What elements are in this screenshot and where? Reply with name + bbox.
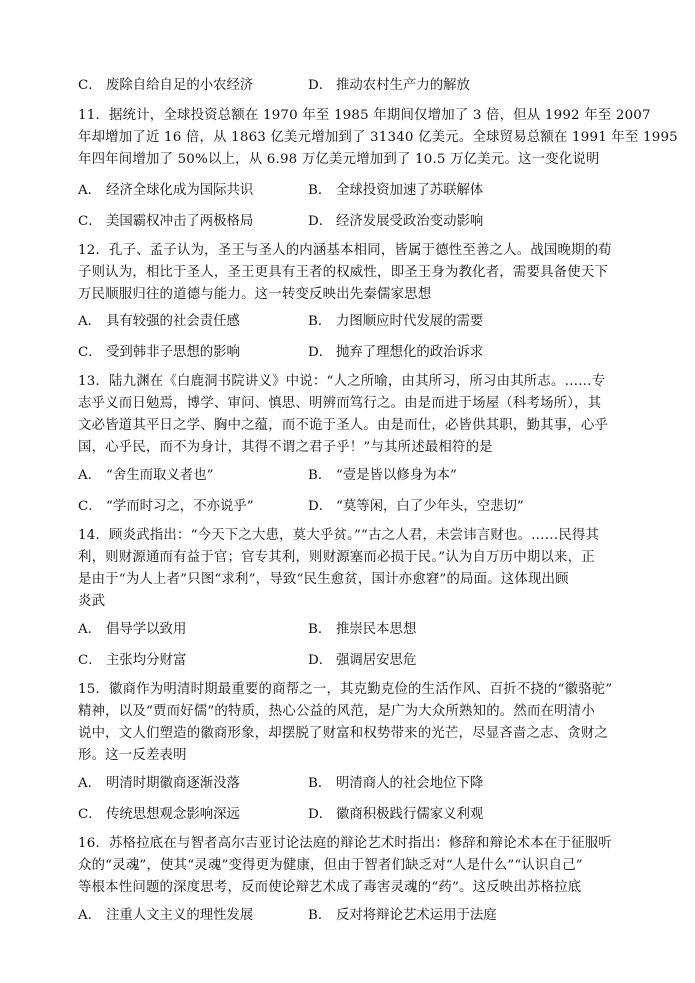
q14-option-c[interactable] (78, 651, 186, 671)
option-text: 经济全球化成为国际共识 (106, 183, 254, 198)
option-letter: C． (78, 345, 102, 360)
q15-stem-line-4: 形。这一反差表明 (78, 748, 187, 763)
option-letter: D． (308, 345, 333, 360)
q13-option-a[interactable] (78, 466, 213, 486)
option-text: 强调居安思危 (336, 653, 417, 668)
option-text: “莫等闲，白了少年头，空悲切” (336, 499, 524, 514)
q12-stem-line-2: 子则认为，相比于圣人，圣王更具有王者的权威性，即圣王身为教化者，需要具备使天下 (78, 265, 609, 280)
option-text: 力图顺应时代发展的需要 (336, 314, 484, 329)
option-text: 废除自给自足的小农经济 (106, 78, 254, 93)
q14-option-a[interactable] (78, 620, 186, 640)
q10-option-d[interactable] (308, 76, 470, 96)
q11-option-c[interactable] (78, 212, 253, 232)
q10-option-c[interactable] (78, 76, 253, 96)
option-letter: A． (78, 776, 102, 791)
option-letter: C． (78, 807, 102, 822)
q15-option-c[interactable] (78, 805, 240, 825)
option-letter: C． (78, 78, 102, 93)
option-letter: A． (78, 908, 102, 923)
q16-stem-line-3: 等根本性问题的深度思考，反而使论辩艺术成了毒害灵魂的“药”。这反映出苏格拉底 (78, 880, 582, 895)
option-text: 推崇民本思想 (336, 622, 417, 637)
q14-option-b[interactable] (308, 620, 416, 640)
q16-option-b[interactable] (308, 906, 497, 926)
q13-stem-line-3: 文必皆道其平日之学、胸中之蕴，而不诡于圣人。由是而仕，必皆供其职，勤其事，心乎 (78, 418, 609, 433)
option-letter: C． (78, 499, 102, 514)
q13-stem-line-2: 志乎义而日勉焉，博学、审问、慎思、明辨而笃行之。由是而进于场屋（科考场所），其 (78, 396, 602, 411)
q15-option-d[interactable] (308, 805, 483, 825)
option-letter: A． (78, 468, 102, 483)
q15-stem-line-3: 说中，文人们塑造的徽商形象，却摆脱了财富和权势带来的光芒，尽显吝啬之志、贪财之 (78, 726, 609, 741)
option-text: 明清时期徽商逐渐没落 (106, 776, 240, 791)
q11-stem-line-3: 年四年间增加了 50%以上，从 6.98 万亿美元增加到了 10.5 万亿美元。这一变化说明 (78, 152, 600, 167)
option-text: 传统思想观念影响深远 (106, 807, 240, 822)
q14-stem-line-3: 是由于“为人上者”只图“求利”，导致“民生愈贫，国计亦愈窘”的局面。这体现出顾 (78, 572, 569, 587)
option-letter: D． (308, 499, 333, 514)
option-letter: D． (308, 214, 333, 229)
q11-stem-line-1: 11．据统计，全球投资总额在 1970 年至 1985 年期间仅增加了 3 倍，但从 1992 年至 2007 (78, 108, 651, 123)
option-letter: C． (78, 653, 102, 668)
option-letter: B． (308, 776, 332, 791)
option-text: 明清商人的社会地位下降 (336, 776, 484, 791)
q13-option-c[interactable] (78, 497, 254, 517)
option-letter: B． (308, 468, 332, 483)
option-text: “学而时习之，不亦说乎” (106, 499, 254, 514)
option-letter: D． (308, 807, 333, 822)
q14-option-d[interactable] (308, 651, 416, 671)
q16-stem-line-1: 16．苏格拉底在与智者高尔吉亚讨论法庭的辩论艺术时指出：修辞和辩论术本在于征服听 (78, 836, 612, 851)
option-text: 抛弃了理想化的政治诉求 (336, 345, 484, 360)
q15-option-b[interactable] (308, 774, 483, 794)
q14-stem-line-1: 14．顾炎武指出：“今天下之大患，莫大乎贫。”“古之人君，未尝讳言财也。……民得其 (78, 528, 600, 543)
option-text: 经济发展受政治变动影响 (336, 214, 484, 229)
option-letter: B． (308, 908, 332, 923)
q14-stem-line-4: 炎武 (78, 594, 106, 609)
option-text: 全球投资加速了苏联解体 (336, 183, 484, 198)
q13-option-b[interactable] (308, 466, 457, 486)
option-letter: A． (78, 183, 102, 198)
q12-stem-line-3: 万民顺服归往的道德与能力。这一转变反映出先秦儒家思想 (78, 287, 432, 302)
option-letter: C． (78, 214, 102, 229)
q12-option-b[interactable] (308, 312, 483, 332)
q15-stem-line-2: 精神，以及“贾而好儒”的特质，热心公益的风范，是广为大众所熟知的。然而在明清小 (78, 704, 595, 719)
option-letter: A． (78, 622, 102, 637)
option-text: 主张均分财富 (106, 653, 187, 668)
option-text: 徽商积极践行儒家义利观 (336, 807, 484, 822)
q11-stem-line-2: 年却增加了近 16 倍，从 1863 亿美元增加到了 31340 亿美元。全球贸易总额在 1991 年至 1995 (78, 130, 678, 145)
option-text: “壹是皆以修身为本” (336, 468, 457, 483)
q11-option-a[interactable] (78, 181, 253, 201)
q12-stem-line-1: 12．孔子、孟子认为，圣王与圣人的内涵基本相同，皆属于德性至善之人。战国晚期的荀 (78, 243, 612, 258)
option-text: 注重人文主义的理性发展 (106, 908, 254, 923)
q11-option-d[interactable] (308, 212, 483, 232)
option-letter: B． (308, 183, 332, 198)
option-text: 倡导学以致用 (106, 622, 187, 637)
q14-stem-line-2: 利，则财源通而有益于官；官专其利，则财源塞而必损于民。”认为自万历中期以来，正 (78, 550, 595, 565)
q13-stem-line-1: 13．陆九渊在《白鹿洞书院讲义》中说：“人之所喻，由其所习，所习由其所志。……专 (78, 374, 606, 389)
q16-stem-line-2: 众的“灵魂”，使其“灵魂”变得更为健康，但由于智者们缺乏对“人是什么”“认识自己” (78, 858, 583, 873)
q11-option-b[interactable] (308, 181, 483, 201)
q12-option-c[interactable] (78, 343, 240, 363)
option-letter: B． (308, 314, 332, 329)
q12-option-d[interactable] (308, 343, 483, 363)
q15-stem-line-1: 15．徽商作为明清时期最重要的商帮之一，其克勤克俭的生活作风、百折不挠的“徽骆驼” (78, 682, 613, 697)
option-letter: B． (308, 622, 332, 637)
q15-option-a[interactable] (78, 774, 240, 794)
option-text: “舍生而取义者也” (106, 468, 214, 483)
q13-option-d[interactable] (308, 497, 524, 517)
option-text: 美国霸权冲击了两极格局 (106, 214, 254, 229)
option-letter: D． (308, 78, 333, 93)
option-text: 具有较强的社会责任感 (106, 314, 240, 329)
q16-option-a[interactable] (78, 906, 253, 926)
q12-option-a[interactable] (78, 312, 240, 332)
option-text: 受到韩非子思想的影响 (106, 345, 240, 360)
q13-stem-line-4: 国，心乎民，而不为身计，其得不谓之君子乎！”与其所述最相符的是 (78, 440, 493, 455)
option-text: 反对将辩论艺术运用于法庭 (336, 908, 497, 923)
option-text: 推动农村生产力的解放 (336, 78, 470, 93)
option-letter: D． (308, 653, 333, 668)
option-letter: A． (78, 314, 102, 329)
